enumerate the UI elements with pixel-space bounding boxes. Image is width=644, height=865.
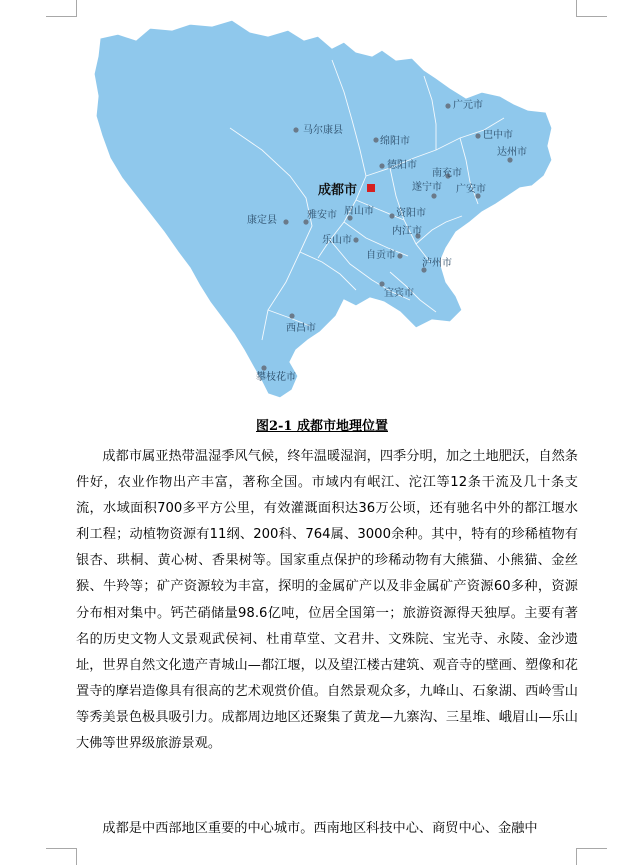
crop-mark-bottom-right (576, 848, 607, 865)
paragraph-text: 成都是中西部地区重要的中心城市。西南地区科技中心、商贸中心、金融中 (102, 821, 538, 836)
svg-text:绵阳市: 绵阳市 (380, 136, 410, 147)
city-neijiang (392, 224, 422, 239)
svg-text:成都市: 成都市 (318, 183, 358, 198)
svg-text:内江市: 内江市 (392, 226, 422, 237)
svg-text:宜宾市: 宜宾市 (384, 288, 414, 299)
svg-text:泸州市: 泸州市 (422, 258, 452, 269)
figure-caption: 图2-1 成都市地理位置 (255, 419, 388, 434)
province-outline (94, 20, 552, 398)
svg-text:广安市: 广安市 (456, 184, 486, 195)
svg-text:达州市: 达州市 (497, 147, 527, 158)
city-nanchong (432, 166, 462, 179)
crop-mark-bottom-left (46, 848, 77, 865)
svg-text:雅安市: 雅安市 (307, 210, 337, 221)
svg-text:自贡市: 自贡市 (366, 250, 396, 261)
paragraph-text: 成都市属亚热带温湿季风气候，终年温暖湿润，四季分明，加之土地肥沃，自然条件好，农业作物出产丰富，著称全国。市域内有岷江、沱江等12条干流及几十条支流，水域面积700多平方公里，有效灌溉面积达36万公顷，还有驰名中外的都江堰水利工程；动植物资源有11纲、200科、764属、3000余种。其中，特有的珍稀植物有银杏、珙桐、黄心树、香果树等。国家重点保护的珍稀动物有大熊猫、小熊猫、金丝猴、牛羚等；矿产资源较为丰富，探明的金属矿产以及非金属矿产资源60多种，资源分布相对集中。钙芒硝储量98.6亿吨，位居全国第一；旅游资源得天独厚。主要有著名的历史文物人文景观武侯祠、杜甫草堂、文君井、文殊院、宝光寺、永陵、金沙遗址，世界自然文化遗产青城山—都江堰，以及望江楼古建筑、观音寺的壁画、塑像和花置寺的摩岩造像具有很高的艺术观赏价值。自然景观众多，九峰山、石象湖、西岭雪山等秀美景色极具吸引力。成都周边地区还聚集了黄龙—九寨沟、三星堆、峨眉山—乐山大佛等世界级旅游景观。 (76, 449, 578, 752)
svg-text:西昌市: 西昌市 (286, 323, 316, 334)
body-paragraph-1 (76, 444, 578, 757)
svg-text:乐山市: 乐山市 (322, 235, 352, 246)
svg-text:德阳市: 德阳市 (387, 160, 417, 171)
svg-text:巴中市: 巴中市 (483, 130, 513, 141)
svg-text:南充市: 南充市 (432, 168, 462, 179)
svg-text:资阳市: 资阳市 (396, 208, 426, 219)
svg-text:遂宁市: 遂宁市 (412, 182, 442, 193)
svg-text:眉山市: 眉山市 (344, 206, 374, 217)
svg-text:攀枝花市: 攀枝花市 (256, 372, 296, 383)
svg-text:马尔康县: 马尔康县 (303, 125, 343, 136)
body-paragraph-2 (76, 816, 578, 842)
svg-text:广元市: 广元市 (453, 100, 483, 111)
sichuan-map (0, 0, 644, 410)
svg-text:康定县: 康定县 (247, 215, 277, 226)
